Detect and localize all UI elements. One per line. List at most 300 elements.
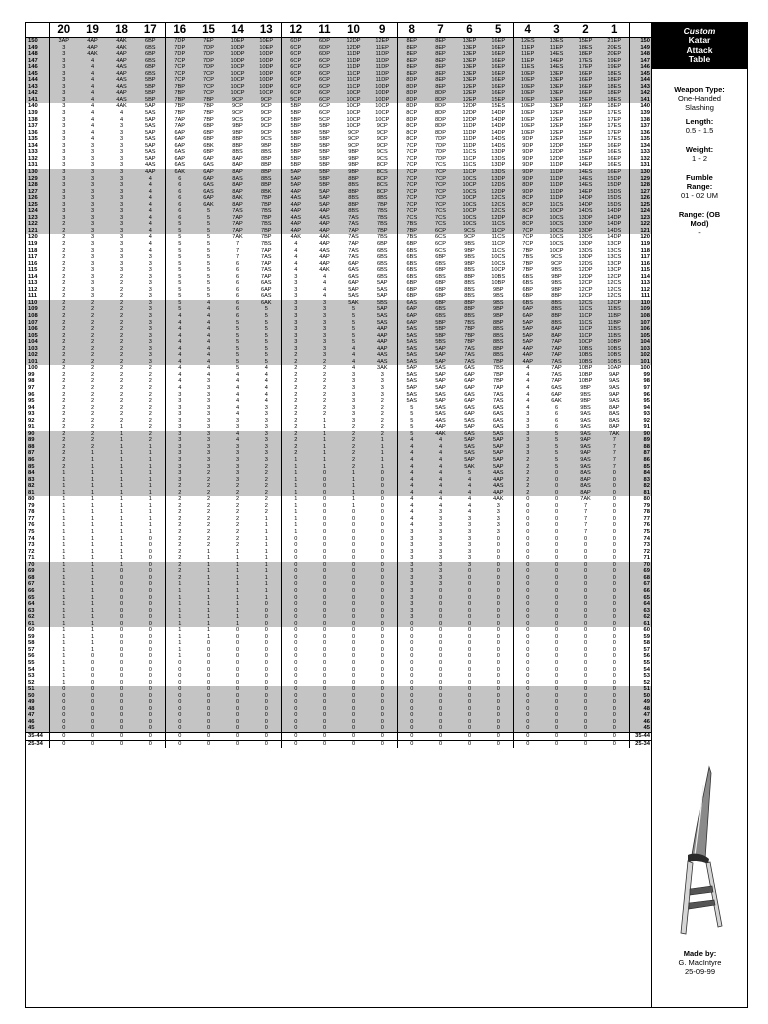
result-cell: 1 bbox=[119, 424, 124, 431]
result-cell: 0 bbox=[49, 686, 78, 693]
result-cell: 0 bbox=[426, 621, 455, 628]
result-cell: 1 bbox=[49, 680, 78, 687]
result-cell: 4AP bbox=[368, 333, 397, 340]
made-date: 25-09-99 bbox=[684, 967, 716, 976]
result-cell: 0 bbox=[438, 666, 443, 673]
result-cell: 0 bbox=[496, 633, 500, 640]
result-cell: 6CP bbox=[310, 64, 339, 71]
result-cell: 0 bbox=[119, 653, 124, 660]
result-cell: 0 bbox=[310, 490, 339, 497]
result-cell: 7AP bbox=[260, 273, 272, 280]
result-cell: 10BS bbox=[571, 352, 600, 359]
result-cell: 0 bbox=[571, 601, 600, 608]
result-cell: 11DP bbox=[542, 175, 571, 182]
result-cell: 1 bbox=[281, 529, 310, 536]
result-cell: 10EP bbox=[513, 103, 542, 110]
result-cell: 7BP bbox=[165, 90, 194, 97]
result-cell: 4 bbox=[235, 411, 240, 418]
result-cell: 0 bbox=[78, 699, 107, 706]
result-cell: 3 bbox=[165, 431, 194, 438]
roll-cell: 97 bbox=[28, 385, 35, 391]
result-cell: 3 bbox=[206, 385, 211, 391]
result-cell: 4 bbox=[165, 372, 194, 379]
result-cell: 0 bbox=[107, 686, 136, 693]
result-cell: 0 bbox=[351, 515, 356, 522]
result-cell: 2 bbox=[165, 496, 194, 503]
result-cell: 1 bbox=[264, 542, 268, 549]
result-cell: 0 bbox=[542, 621, 571, 628]
result-cell: 3 bbox=[397, 581, 426, 588]
result-cell: 11ES bbox=[513, 64, 542, 71]
result-cell: 9BS bbox=[551, 280, 562, 287]
result-cell: 0 bbox=[322, 646, 327, 653]
roll-cell: 70 bbox=[26, 562, 49, 569]
result-cell: 7BP bbox=[252, 202, 281, 209]
result-cell: 8BP bbox=[464, 273, 475, 280]
result-cell: 7CP bbox=[397, 143, 426, 150]
result-cell: 0 bbox=[194, 732, 223, 740]
result-cell: 8DP bbox=[513, 182, 542, 189]
result-cell: 1 bbox=[49, 627, 78, 634]
result-cell: 4AP bbox=[281, 208, 310, 215]
result-cell: 0 bbox=[136, 725, 165, 732]
result-cell: 6AP bbox=[165, 136, 194, 143]
result-cell: 2 bbox=[49, 313, 78, 320]
result-cell: 10CP bbox=[375, 110, 390, 117]
result-cell: 3AP bbox=[49, 38, 78, 45]
result-cell: 0 bbox=[136, 581, 165, 588]
result-cell: 12EP bbox=[549, 136, 564, 143]
result-cell: 5BP bbox=[281, 162, 310, 169]
result-cell: 7BP bbox=[397, 228, 426, 235]
result-cell: 0 bbox=[148, 548, 152, 555]
column-header: 15 bbox=[194, 23, 223, 38]
result-cell: 0 bbox=[612, 640, 616, 647]
result-cell: 3 bbox=[206, 424, 211, 431]
result-cell: 7BP bbox=[492, 371, 504, 378]
result-cell: 7CP bbox=[513, 234, 542, 241]
result-cell: 3 bbox=[107, 228, 136, 235]
result-cell: 0 bbox=[107, 693, 136, 700]
result-cell: 8DP bbox=[397, 117, 426, 124]
result-cell: 2 bbox=[252, 464, 281, 471]
result-cell: 5AK bbox=[339, 300, 368, 307]
result-cell: 0 bbox=[206, 646, 211, 653]
result-cell: 7AP bbox=[260, 260, 272, 267]
result-cell: 7BS bbox=[492, 365, 504, 372]
result-cell: 0 bbox=[513, 740, 542, 748]
result-cell: 3 bbox=[78, 195, 107, 202]
result-cell: 1 bbox=[49, 673, 78, 680]
result-cell: 8EP bbox=[426, 77, 455, 84]
result-cell: 4 bbox=[119, 110, 124, 117]
result-cell: 7CP bbox=[165, 71, 194, 78]
result-cell: 16EP bbox=[484, 90, 513, 97]
roll-cell: 107 bbox=[26, 320, 49, 327]
result-cell: 3 bbox=[148, 273, 152, 280]
result-cell: 11CP bbox=[455, 169, 484, 176]
result-cell: 13EP bbox=[455, 51, 484, 58]
result-cell: 0 bbox=[542, 483, 571, 490]
result-cell: 3 bbox=[397, 549, 426, 556]
result-cell: 11BP bbox=[600, 313, 629, 320]
result-cell: 2 bbox=[281, 444, 310, 451]
result-cell: 5AP bbox=[435, 398, 446, 405]
result-cell: 0 bbox=[368, 621, 397, 628]
result-cell: 8BK bbox=[252, 189, 281, 196]
result-cell: 2 bbox=[49, 306, 78, 313]
result-cell: 2 bbox=[310, 359, 339, 366]
result-cell: 13DP bbox=[491, 149, 506, 156]
result-cell: 0 bbox=[554, 640, 559, 647]
result-cell: 1 bbox=[78, 581, 107, 588]
result-cell: 3 bbox=[49, 84, 78, 91]
result-cell: 0 bbox=[554, 502, 559, 509]
result-cell: 10EP bbox=[513, 110, 542, 117]
roll-cell: 104 bbox=[26, 339, 49, 346]
result-cell: 0 bbox=[264, 640, 268, 647]
result-cell: 3 bbox=[467, 542, 472, 549]
result-cell: 5BP bbox=[310, 175, 339, 182]
result-cell: 12DP bbox=[484, 215, 513, 222]
result-cell: 0 bbox=[165, 693, 194, 700]
result-cell: 6BS bbox=[397, 261, 426, 268]
result-cell: 13CP bbox=[607, 240, 622, 247]
result-cell: 10CP bbox=[455, 208, 484, 215]
roll-cell: 75 bbox=[28, 529, 35, 536]
result-cell: 0 bbox=[148, 535, 152, 542]
result-cell: 5AS bbox=[397, 378, 426, 385]
result-cell: 1 bbox=[148, 522, 152, 529]
result-cell: 5BP bbox=[426, 320, 455, 327]
result-cell: 5AS bbox=[484, 431, 513, 438]
result-cell: 0 bbox=[368, 575, 397, 582]
result-cell: 1 bbox=[339, 490, 368, 497]
result-cell: 3 bbox=[438, 515, 443, 522]
result-cell: 0 bbox=[119, 673, 124, 680]
roll-cell: 101 bbox=[629, 359, 652, 366]
result-cell: 0 bbox=[351, 627, 356, 634]
result-cell: 6 bbox=[235, 286, 240, 293]
result-cell: 0 bbox=[571, 608, 600, 615]
result-cell: 3 bbox=[223, 477, 252, 484]
result-cell: 0 bbox=[351, 542, 356, 549]
result-cell: 0 bbox=[426, 719, 455, 726]
result-cell: 9BP bbox=[339, 169, 368, 176]
result-cell: 3 bbox=[148, 254, 152, 261]
result-cell: 7AS bbox=[348, 234, 359, 241]
result-cell: 3 bbox=[252, 457, 281, 464]
result-cell: 10BS bbox=[571, 346, 600, 353]
result-cell: 1 bbox=[90, 542, 95, 549]
result-cell: 9BP bbox=[464, 247, 475, 254]
result-cell: 9AP bbox=[571, 450, 600, 457]
result-cell: 2 bbox=[49, 300, 78, 307]
result-cell: 0 bbox=[600, 601, 629, 608]
result-cell: 4 bbox=[235, 378, 240, 385]
result-cell: 8BP bbox=[339, 189, 368, 196]
roll-cell: 64 bbox=[629, 601, 652, 608]
result-cell: 6CP bbox=[319, 110, 330, 117]
result-cell: 2 bbox=[78, 333, 107, 340]
result-cell: 9BS bbox=[492, 293, 504, 300]
roll-cell: 88 bbox=[26, 444, 49, 451]
result-cell: 1 bbox=[49, 490, 78, 497]
result-cell: 0 bbox=[380, 509, 384, 516]
result-cell: 5BP bbox=[281, 130, 310, 137]
result-cell: 4AP bbox=[484, 490, 513, 497]
result-cell: 0 bbox=[310, 562, 339, 569]
result-cell: 0 bbox=[600, 483, 629, 490]
result-cell: 3 bbox=[426, 568, 455, 575]
result-cell: 3 bbox=[351, 404, 356, 411]
result-cell: 9BS bbox=[464, 254, 475, 261]
result-cell: 0 bbox=[513, 562, 542, 569]
result-cell: 4 bbox=[264, 365, 268, 372]
result-cell: 2 bbox=[49, 326, 78, 333]
result-cell: 3 bbox=[206, 404, 211, 411]
result-cell: 8DP bbox=[397, 97, 426, 104]
roll-cell: 52 bbox=[28, 679, 35, 686]
result-cell: 12CP bbox=[600, 300, 629, 307]
result-cell: 0 bbox=[310, 477, 339, 484]
result-cell: 4 bbox=[397, 496, 426, 503]
result-cell: 1 bbox=[136, 444, 165, 451]
result-cell: 0 bbox=[252, 621, 281, 628]
result-cell: 18EP bbox=[600, 77, 629, 84]
result-cell: 5AP bbox=[513, 320, 542, 327]
result-cell: 5AS bbox=[144, 136, 156, 143]
result-cell: 0 bbox=[397, 647, 426, 654]
result-cell: 3 bbox=[397, 575, 426, 582]
result-cell: 1 bbox=[90, 509, 95, 516]
result-cell: 3 bbox=[49, 156, 78, 163]
result-cell: 5AS bbox=[368, 313, 397, 320]
result-cell: 1 bbox=[281, 522, 310, 529]
result-cell: 2 bbox=[322, 404, 327, 411]
result-cell: 5AS bbox=[455, 444, 484, 451]
result-cell: 0 bbox=[426, 693, 455, 700]
result-cell: 0 bbox=[351, 659, 356, 666]
result-cell: 16EP bbox=[484, 51, 513, 58]
roll-cell: 124 bbox=[26, 208, 49, 215]
result-cell: 0 bbox=[554, 509, 559, 516]
result-cell: 8BS bbox=[484, 339, 513, 346]
result-cell: 2 bbox=[107, 346, 136, 353]
result-cell: 1 bbox=[206, 548, 211, 555]
result-cell: 0 bbox=[136, 601, 165, 608]
result-cell: 2 bbox=[49, 359, 78, 366]
result-cell: 0 bbox=[542, 686, 571, 693]
result-cell: 3 bbox=[49, 90, 78, 97]
result-cell: 10CP bbox=[375, 116, 390, 123]
result-cell: 0 bbox=[380, 515, 384, 522]
result-cell: 4 bbox=[235, 385, 240, 391]
roll-cell: 114 bbox=[28, 273, 38, 280]
result-cell: 3 bbox=[438, 529, 443, 536]
roll-cell: 113 bbox=[629, 280, 652, 287]
result-cell: 0 bbox=[600, 588, 629, 595]
result-cell: 6AP bbox=[464, 398, 475, 405]
result-cell: 10CS bbox=[549, 234, 564, 241]
result-cell: 0 bbox=[78, 712, 107, 719]
result-cell: 6CP bbox=[281, 51, 310, 58]
result-cell: 2 bbox=[252, 483, 281, 490]
result-cell: 10CS bbox=[455, 221, 484, 228]
result-cell: 4AS bbox=[310, 215, 339, 222]
result-cell: 13DP bbox=[571, 228, 600, 235]
result-cell: 5 bbox=[223, 346, 252, 353]
result-cell: 10CP bbox=[542, 208, 571, 215]
result-cell: 3 bbox=[281, 346, 310, 353]
result-cell: 1 bbox=[49, 588, 78, 595]
roll-cell: 136 bbox=[28, 129, 38, 136]
roll-cell: 117 bbox=[28, 254, 38, 261]
roll-cell: 56 bbox=[629, 653, 652, 660]
result-cell: 12EP bbox=[549, 110, 564, 117]
result-cell: 0 bbox=[136, 699, 165, 706]
roll-cell: 105 bbox=[629, 333, 652, 340]
result-cell: 3 bbox=[513, 431, 542, 438]
result-cell: 2 bbox=[165, 522, 194, 529]
result-cell: 0 bbox=[351, 679, 356, 686]
result-cell: 0 bbox=[119, 640, 124, 647]
result-cell: 0 bbox=[206, 640, 211, 647]
result-cell: 7BS bbox=[513, 254, 542, 261]
result-cell: 5AS bbox=[376, 286, 388, 293]
roll-cell: 129 bbox=[629, 175, 652, 182]
result-cell: 1 bbox=[223, 575, 252, 582]
roll-cell: 113 bbox=[28, 280, 38, 287]
result-cell: 4 bbox=[281, 261, 310, 268]
result-cell: 0 bbox=[554, 646, 559, 653]
result-cell: 5 bbox=[165, 254, 194, 261]
result-cell: 4AP bbox=[310, 228, 339, 235]
result-cell: 4AP bbox=[513, 346, 542, 353]
result-cell: 1 bbox=[119, 542, 124, 549]
result-cell: 1 bbox=[90, 502, 95, 509]
result-cell: 0 bbox=[513, 621, 542, 628]
result-cell: 16EP bbox=[484, 77, 513, 84]
result-cell: 8EP bbox=[397, 45, 426, 52]
result-cell: 10BP bbox=[578, 378, 593, 385]
result-cell: 5AP bbox=[376, 293, 388, 300]
result-cell: 1 bbox=[339, 483, 368, 490]
result-cell: 5AP bbox=[397, 385, 426, 392]
roll-cell: 82 bbox=[629, 483, 652, 490]
result-cell: 6AP bbox=[464, 411, 475, 418]
result-cell: 5AS bbox=[397, 352, 426, 359]
result-cell: 9CS bbox=[232, 116, 243, 123]
result-cell: 0 bbox=[554, 529, 559, 536]
result-cell: 6 bbox=[235, 260, 240, 267]
result-cell: 5BP bbox=[281, 143, 310, 150]
result-cell: 0 bbox=[484, 568, 513, 575]
result-cell: 0 bbox=[339, 693, 368, 700]
result-cell: 3 bbox=[107, 182, 136, 189]
result-cell: 16EP bbox=[484, 71, 513, 78]
result-cell: 2 bbox=[78, 437, 107, 444]
result-cell: 5BP bbox=[281, 149, 310, 156]
result-cell: 0 bbox=[206, 653, 211, 660]
result-cell: 0 bbox=[310, 706, 339, 713]
result-cell: 1 bbox=[148, 502, 152, 509]
result-cell: 13EP bbox=[455, 38, 484, 45]
result-cell: 8AP bbox=[571, 490, 600, 497]
result-cell: 3 bbox=[194, 444, 223, 451]
result-cell: 2 bbox=[380, 398, 384, 405]
result-cell: 0 bbox=[600, 568, 629, 575]
result-cell: 4AK bbox=[492, 496, 504, 503]
result-cell: 3 bbox=[438, 522, 443, 529]
roll-cell: 35-44 bbox=[629, 732, 652, 740]
roll-cell: 96 bbox=[629, 392, 652, 399]
result-cell: 0 bbox=[612, 535, 616, 542]
result-cell: 5AP bbox=[484, 437, 513, 444]
result-cell: 2 bbox=[339, 431, 368, 438]
result-cell: 0 bbox=[600, 477, 629, 484]
result-cell: 0 bbox=[455, 614, 484, 621]
result-cell: 7DP bbox=[435, 149, 446, 156]
roll-cell: 91 bbox=[28, 424, 35, 431]
result-cell: 3 bbox=[119, 240, 124, 247]
result-cell: 0 bbox=[554, 679, 559, 686]
roll-cell: 61 bbox=[629, 621, 652, 628]
roll-cell: 95 bbox=[28, 398, 35, 405]
result-cell: 3 bbox=[107, 208, 136, 215]
result-cell: 9AS bbox=[608, 378, 620, 385]
result-cell: 3 bbox=[78, 182, 107, 189]
result-cell: 3 bbox=[90, 280, 95, 287]
result-cell: 4AP bbox=[319, 260, 330, 267]
result-cell: 2 bbox=[78, 326, 107, 333]
result-cell: 7AP bbox=[165, 117, 194, 124]
result-cell: 5 bbox=[165, 261, 194, 268]
result-cell: 0 bbox=[78, 740, 107, 748]
result-cell: 9DP bbox=[513, 143, 542, 150]
result-cell: 3 bbox=[223, 470, 252, 477]
result-cell: 3 bbox=[136, 300, 165, 307]
result-cell: 0 bbox=[223, 725, 252, 732]
range-value: - bbox=[698, 227, 701, 237]
result-cell: 10BS bbox=[491, 273, 506, 280]
result-cell: 13CP bbox=[607, 260, 622, 267]
result-cell: 6BP bbox=[203, 129, 214, 136]
result-cell: 0 bbox=[438, 659, 443, 666]
result-cell: 0 bbox=[235, 679, 240, 686]
result-cell: 0 bbox=[281, 640, 310, 647]
result-cell: 1 bbox=[119, 502, 124, 509]
result-cell: 8BS bbox=[252, 175, 281, 182]
result-cell: 5 bbox=[542, 431, 571, 438]
result-cell: 10CS bbox=[455, 202, 484, 209]
result-cell: 20ES bbox=[600, 45, 629, 52]
result-cell: 1 bbox=[107, 490, 136, 497]
result-cell: 7 bbox=[583, 522, 588, 529]
roll-cell: 80 bbox=[629, 496, 652, 503]
result-cell: 1 bbox=[264, 529, 268, 536]
result-cell: 7EP bbox=[194, 38, 223, 45]
result-cell: 10CS bbox=[542, 228, 571, 235]
result-cell: 3 bbox=[513, 424, 542, 431]
result-cell: 6AP bbox=[397, 306, 426, 313]
roll-cell: 87 bbox=[629, 450, 652, 457]
result-cell: 1 bbox=[49, 594, 78, 601]
weight-value: 1 - 2 bbox=[691, 153, 707, 163]
result-cell: 9BP bbox=[260, 142, 272, 149]
result-cell: 3 bbox=[351, 385, 356, 391]
result-cell: 12DP bbox=[549, 142, 564, 149]
